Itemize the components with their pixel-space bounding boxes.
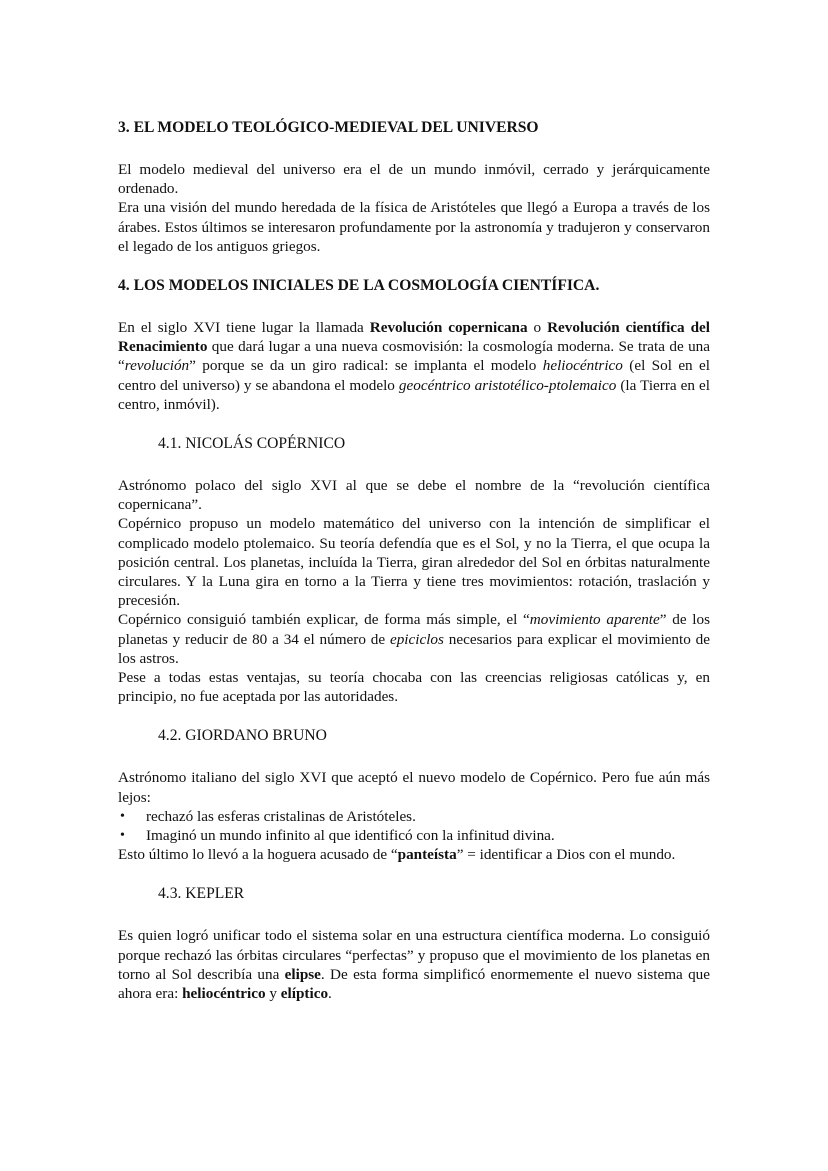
bold-term: panteísta bbox=[397, 846, 457, 864]
text-run: (la Tierra en el centro, inmóvil). bbox=[118, 376, 710, 413]
text-run: y bbox=[265, 985, 281, 1003]
section-4-paragraph bbox=[118, 318, 710, 414]
list-item bbox=[118, 826, 710, 845]
bold-term: Revolución copernicana bbox=[369, 319, 528, 337]
bruno-paragraph-1: Astrónomo italiano del siglo XVI que aceptó el nuevo modelo de Copérnico. Pero fue aún más lejos: bbox=[118, 769, 710, 806]
text-run: o bbox=[527, 319, 548, 337]
bold-term: heliocéntrico bbox=[182, 985, 266, 1003]
text-run: ” porque se da un giro radical: se implanta el modelo bbox=[189, 357, 543, 375]
text-run: En el siglo XVI tiene lugar la llamada bbox=[118, 319, 370, 337]
text-run: que dará lugar a una nueva cosmovisión: la cosmología moderna. Se trata de una “ bbox=[118, 338, 710, 375]
subsection-copernico-heading: 4.1. NICOLÁS COPÉRNICO bbox=[158, 435, 346, 453]
copernico-paragraph-3 bbox=[118, 610, 710, 668]
text-run: necesarios para explicar el movimiento de los astros. bbox=[118, 630, 710, 667]
bold-term: elíptico bbox=[280, 985, 329, 1003]
section-3-heading: 3. EL MODELO TEOLÓGICO-MEDIEVAL DEL UNIVERSO bbox=[118, 119, 539, 136]
bruno-bullet-list bbox=[118, 807, 710, 845]
list-item-text: rechazó las esferas cristalinas de Aristóteles. bbox=[146, 807, 416, 825]
text-run: Esto último lo llevó a la hoguera acusado de “ bbox=[118, 846, 398, 864]
copernico-paragraph-2: Copérnico propuso un modelo matemático del universo con la intención de simplificar el complicado modelo ptolemaico. Su teoría defendía que es el Sol, y no la Tierra, el que ocupa la posición central. Los planetas, incluída la Tierra, giran alrededor del Sol en órbitas naturalmente circulares. Y la Luna gira en torno a la Tierra y tiene tres movimientos: rotación, traslación y precesión. bbox=[118, 515, 710, 610]
copernico-paragraph-1: Astrónomo polaco del siglo XVI al que se debe el nombre de la “revolución científica copernicana”. bbox=[118, 477, 710, 514]
bold-term: Revolución científica del Renacimiento bbox=[118, 319, 710, 356]
section-3-paragraph-2: Era una visión del mundo heredada de la física de Aristóteles que llegó a Europa a través de los árabes. Estos últimos se interesaron profundamente por la astronomía y tradujeron y conservaron el legado de los antiguos griegos. bbox=[118, 199, 710, 255]
subsection-bruno-heading: 4.2. GIORDANO BRUNO bbox=[158, 727, 327, 745]
section-4-heading: 4. LOS MODELOS INICIALES DE LA COSMOLOGÍA CIENTÍFICA. bbox=[118, 277, 600, 295]
list-item bbox=[118, 807, 710, 826]
text-run: ” = identificar a Dios con el mundo. bbox=[456, 846, 676, 864]
italic-term: geocéntrico aristotélico-ptolemaico bbox=[398, 376, 617, 394]
italic-term: revolución bbox=[124, 357, 190, 375]
text-run: . bbox=[328, 985, 332, 1003]
italic-term: epiciclos bbox=[389, 630, 444, 648]
bullet-icon: • bbox=[120, 828, 125, 844]
kepler-paragraph bbox=[118, 926, 710, 1003]
list-item-text: Imaginó un mundo infinito al que identificó con la infinitud divina. bbox=[146, 827, 555, 845]
section-3-paragraph-1: El modelo medieval del universo era el de un mundo inmóvil, cerrado y jerárquicamente ordenado. bbox=[118, 161, 710, 198]
text-run: ” de los planetas y reducir de 80 a 34 el número de bbox=[118, 611, 710, 648]
italic-term: movimiento aparente bbox=[529, 611, 660, 629]
text-run: Copérnico consiguió también explicar, de forma más simple, el “ bbox=[118, 611, 530, 629]
bullet-icon: • bbox=[120, 808, 125, 824]
bruno-paragraph-2 bbox=[118, 845, 710, 864]
text-run: Es quien logró unificar todo el sistema solar en una estructura científica moderna. Lo consiguió porque rechazó las órbitas circulares “perfectas” y propuso que el movimiento de los planetas en torno al Sol describía una bbox=[118, 927, 710, 983]
subsection-kepler-heading: 4.3. KEPLER bbox=[158, 885, 245, 903]
copernico-paragraph-4: Pese a todas estas ventajas, su teoría chocaba con las creencias religiosas católicas y, en principio, no fue aceptada por las autoridades. bbox=[118, 669, 710, 706]
document-body bbox=[118, 118, 710, 1003]
italic-term: heliocéntrico bbox=[542, 357, 623, 375]
bold-term: elipse bbox=[284, 965, 321, 983]
text-run: . De esta forma simplificó enormemente el nuevo sistema que ahora era: bbox=[118, 965, 710, 1003]
text-run: (el Sol en el centro del universo) y se abandona el modelo bbox=[118, 357, 710, 394]
